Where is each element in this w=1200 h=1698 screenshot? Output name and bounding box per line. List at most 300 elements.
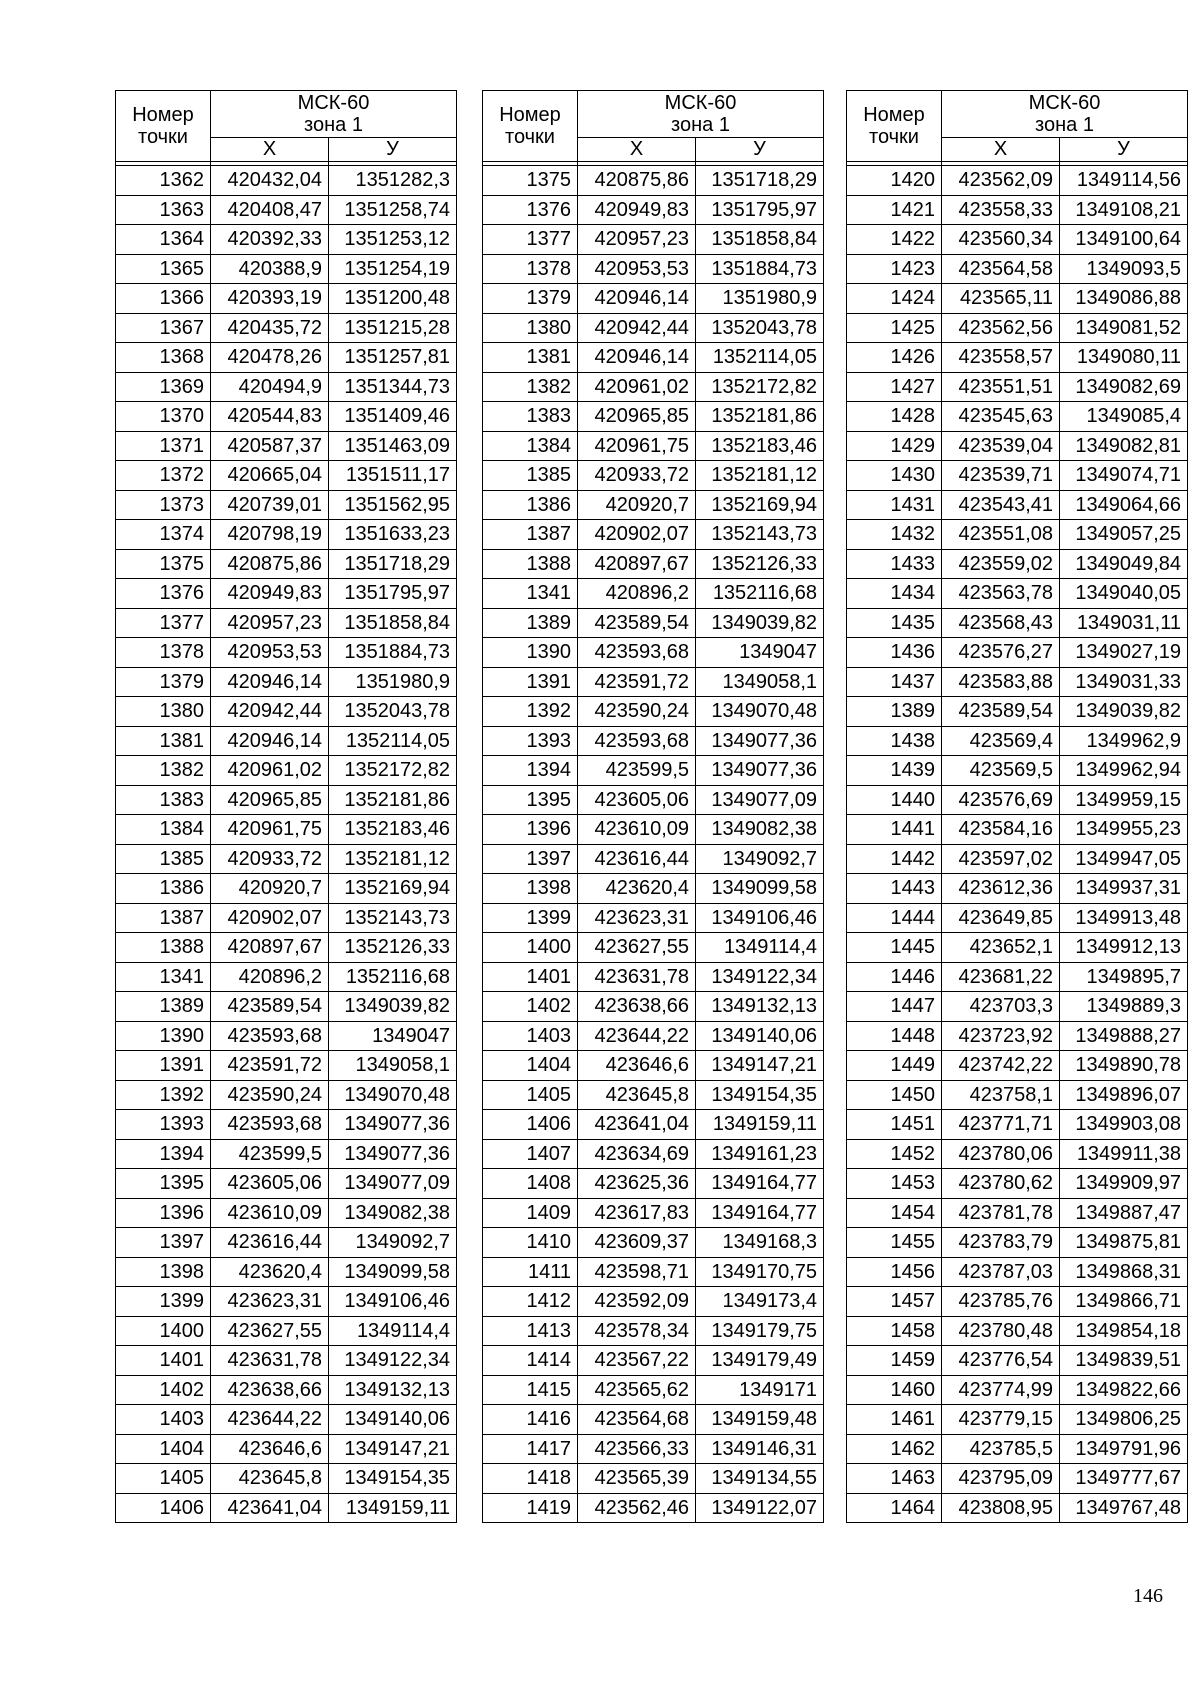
point-number-cell: 1398: [116, 1257, 211, 1287]
point-number-cell: 1388: [483, 549, 578, 579]
point-number-cell: 1453: [847, 1169, 942, 1199]
table-row: [116, 1434, 457, 1464]
point-number-cell: 1442: [847, 844, 942, 874]
y-cell: 1351253,12: [329, 225, 457, 255]
table-row: [483, 697, 824, 727]
x-cell: 423631,78: [211, 1346, 329, 1376]
x-cell: 423583,88: [942, 667, 1060, 697]
y-cell: 1349875,81: [1060, 1228, 1188, 1258]
point-number-cell: 1462: [847, 1434, 942, 1464]
table-row: [116, 1080, 457, 1110]
table-row: [116, 697, 457, 727]
y-cell: 1349027,19: [1060, 638, 1188, 668]
point-number-cell: 1386: [116, 874, 211, 904]
table-row: [483, 1169, 824, 1199]
table-row: [847, 254, 1188, 284]
table-row: [483, 1257, 824, 1287]
point-number-cell: 1413: [483, 1316, 578, 1346]
point-number-cell: 1341: [483, 579, 578, 609]
y-cell: 1349159,11: [329, 1493, 457, 1523]
x-cell: 420388,9: [211, 254, 329, 284]
y-cell: 1349031,11: [1060, 608, 1188, 638]
y-cell: 1349122,34: [696, 962, 824, 992]
table-row: [847, 1139, 1188, 1169]
point-number-cell: 1385: [483, 461, 578, 491]
header-zone: зона 1: [304, 114, 363, 136]
table-row: [483, 1316, 824, 1346]
table-row: [483, 1493, 824, 1523]
x-cell: 420896,2: [578, 579, 696, 609]
table-row: [116, 1375, 457, 1405]
x-cell: 423610,09: [211, 1198, 329, 1228]
table-row: [483, 844, 824, 874]
y-cell: 1349047: [696, 638, 824, 668]
x-cell: 420875,86: [211, 549, 329, 579]
point-number-cell: 1420: [847, 166, 942, 196]
y-cell: 1351884,73: [329, 638, 457, 668]
x-cell: 423681,22: [942, 962, 1060, 992]
point-number-cell: 1377: [483, 225, 578, 255]
x-cell: 423617,83: [578, 1198, 696, 1228]
point-number-cell: 1382: [116, 756, 211, 786]
table-row: [483, 402, 824, 432]
x-cell: 423593,68: [578, 726, 696, 756]
table-row: [116, 903, 457, 933]
table-row: [483, 549, 824, 579]
point-number-cell: 1380: [116, 697, 211, 727]
y-cell: 1349168,3: [696, 1228, 824, 1258]
y-cell: 1352043,78: [696, 313, 824, 343]
x-cell: 423627,55: [578, 933, 696, 963]
y-cell: 1349047: [329, 1021, 457, 1051]
table-row: [116, 1228, 457, 1258]
y-cell: 1349903,08: [1060, 1110, 1188, 1140]
point-number-cell: 1383: [483, 402, 578, 432]
y-cell: 1349132,13: [696, 992, 824, 1022]
x-cell: 423563,78: [942, 579, 1060, 609]
y-cell: 1349085,4: [1060, 402, 1188, 432]
y-cell: 1349854,18: [1060, 1316, 1188, 1346]
point-number-cell: 1379: [483, 284, 578, 314]
point-number-cell: 1396: [483, 815, 578, 845]
y-cell: 1351282,3: [329, 166, 457, 196]
x-cell: 423646,6: [578, 1051, 696, 1081]
y-cell: 1349147,21: [696, 1051, 824, 1081]
x-cell: 423578,34: [578, 1316, 696, 1346]
x-cell: 420798,19: [211, 520, 329, 550]
x-cell: 420946,14: [211, 667, 329, 697]
point-number-cell: 1407: [483, 1139, 578, 1169]
point-number-cell: 1402: [483, 992, 578, 1022]
table-row: [847, 638, 1188, 668]
x-cell: 423771,71: [942, 1110, 1060, 1140]
table-row: [847, 1464, 1188, 1494]
point-number-cell: 1389: [116, 992, 211, 1022]
point-number-cell: 1404: [116, 1434, 211, 1464]
y-cell: 1349070,48: [329, 1080, 457, 1110]
point-number-cell: 1391: [483, 667, 578, 697]
table-row: [116, 372, 457, 402]
table-row: [116, 1169, 457, 1199]
point-number-cell: 1416: [483, 1405, 578, 1435]
x-cell: 423597,02: [942, 844, 1060, 874]
point-number-cell: 1460: [847, 1375, 942, 1405]
point-number-cell: 1447: [847, 992, 942, 1022]
x-cell: 420946,14: [578, 343, 696, 373]
y-cell: 1352043,78: [329, 697, 457, 727]
y-cell: 1349146,31: [696, 1434, 824, 1464]
header-x: Х: [942, 138, 1060, 162]
header-coordinate-system: [942, 91, 1188, 138]
point-number-cell: 1389: [483, 608, 578, 638]
table-row: [483, 254, 824, 284]
point-number-cell: 1384: [483, 431, 578, 461]
y-cell: 1349911,38: [1060, 1139, 1188, 1169]
x-cell: 420392,33: [211, 225, 329, 255]
table-row: [483, 933, 824, 963]
x-cell: 423589,54: [578, 608, 696, 638]
point-number-cell: 1422: [847, 225, 942, 255]
y-cell: 1349039,82: [696, 608, 824, 638]
point-number-cell: 1385: [116, 844, 211, 874]
y-cell: 1349106,46: [329, 1287, 457, 1317]
point-number-cell: 1440: [847, 785, 942, 815]
x-cell: 420544,83: [211, 402, 329, 432]
x-cell: 423779,15: [942, 1405, 1060, 1435]
y-cell: 1351980,9: [329, 667, 457, 697]
y-cell: 1349962,94: [1060, 756, 1188, 786]
y-cell: 1352116,68: [329, 962, 457, 992]
x-cell: 423638,66: [211, 1375, 329, 1405]
table-row: [483, 726, 824, 756]
table-row: [483, 1051, 824, 1081]
table-row: [116, 1051, 457, 1081]
y-cell: 1352172,82: [329, 756, 457, 786]
point-number-cell: 1376: [116, 579, 211, 609]
x-cell: 423593,68: [578, 638, 696, 668]
x-cell: 420435,72: [211, 313, 329, 343]
point-number-cell: 1436: [847, 638, 942, 668]
point-number-cell: 1372: [116, 461, 211, 491]
x-cell: 420949,83: [578, 195, 696, 225]
y-cell: 1349082,69: [1060, 372, 1188, 402]
x-cell: 420902,07: [578, 520, 696, 550]
point-number-cell: 1378: [483, 254, 578, 284]
x-cell: 423808,95: [942, 1493, 1060, 1523]
y-cell: 1349767,48: [1060, 1493, 1188, 1523]
y-cell: 1349164,77: [696, 1169, 824, 1199]
table-row: [847, 1110, 1188, 1140]
table-row: [116, 490, 457, 520]
y-cell: 1351718,29: [696, 166, 824, 196]
x-cell: 423562,46: [578, 1493, 696, 1523]
x-cell: 420897,67: [211, 933, 329, 963]
x-cell: 423605,06: [578, 785, 696, 815]
table-row: [483, 815, 824, 845]
y-cell: 1352183,46: [329, 815, 457, 845]
x-cell: 423590,24: [211, 1080, 329, 1110]
table-row: [116, 1346, 457, 1376]
point-number-cell: 1394: [116, 1139, 211, 1169]
point-number-cell: 1450: [847, 1080, 942, 1110]
point-number-cell: 1389: [847, 697, 942, 727]
y-cell: 1352126,33: [696, 549, 824, 579]
header-x: Х: [211, 138, 329, 162]
y-cell: 1351257,81: [329, 343, 457, 373]
table-row: [847, 1051, 1188, 1081]
point-number-cell: 1424: [847, 284, 942, 314]
table-row: [483, 1287, 824, 1317]
table-row: [116, 579, 457, 609]
x-cell: 423758,1: [942, 1080, 1060, 1110]
x-cell: 423539,71: [942, 461, 1060, 491]
y-cell: 1351858,84: [329, 608, 457, 638]
table-row: [483, 667, 824, 697]
point-number-cell: 1363: [116, 195, 211, 225]
point-number-cell: 1430: [847, 461, 942, 491]
x-cell: 423551,51: [942, 372, 1060, 402]
x-cell: 420957,23: [578, 225, 696, 255]
point-number-cell: 1396: [116, 1198, 211, 1228]
table-row: [116, 1257, 457, 1287]
table-row: [847, 785, 1188, 815]
x-cell: 423590,24: [578, 697, 696, 727]
point-number-cell: 1380: [483, 313, 578, 343]
table-row: [116, 461, 457, 491]
table-row: [116, 520, 457, 550]
table-row: [483, 343, 824, 373]
point-number-cell: 1402: [116, 1375, 211, 1405]
y-cell: 1349959,15: [1060, 785, 1188, 815]
y-cell: 1349099,58: [329, 1257, 457, 1287]
y-cell: 1349173,4: [696, 1287, 824, 1317]
y-cell: 1349077,36: [696, 726, 824, 756]
x-cell: 420946,14: [211, 726, 329, 756]
table-row: [483, 313, 824, 343]
table-row: [847, 667, 1188, 697]
x-cell: 420957,23: [211, 608, 329, 638]
table-row: [483, 461, 824, 491]
y-cell: 1349806,25: [1060, 1405, 1188, 1435]
y-cell: 1349092,7: [329, 1228, 457, 1258]
x-cell: 420587,37: [211, 431, 329, 461]
x-cell: 423565,11: [942, 284, 1060, 314]
table-row: [116, 431, 457, 461]
point-number-cell: 1374: [116, 520, 211, 550]
x-cell: 423723,92: [942, 1021, 1060, 1051]
point-number-cell: 1411: [483, 1257, 578, 1287]
table-row: [847, 1287, 1188, 1317]
header-system-name: МСК-60: [297, 92, 370, 114]
y-cell: 1349077,09: [696, 785, 824, 815]
table-row: [847, 726, 1188, 756]
table-row: [116, 638, 457, 668]
x-cell: 423567,22: [578, 1346, 696, 1376]
x-cell: 423623,31: [578, 903, 696, 933]
table-row: [483, 962, 824, 992]
header-y: У: [329, 138, 457, 162]
point-number-cell: 1443: [847, 874, 942, 904]
table-row: [116, 402, 457, 432]
x-cell: 420942,44: [211, 697, 329, 727]
x-cell: 423551,08: [942, 520, 1060, 550]
point-number-cell: 1419: [483, 1493, 578, 1523]
x-cell: 420432,04: [211, 166, 329, 196]
point-number-cell: 1435: [847, 608, 942, 638]
y-cell: 1349937,31: [1060, 874, 1188, 904]
x-cell: 420942,44: [578, 313, 696, 343]
y-cell: 1352181,12: [329, 844, 457, 874]
y-cell: 1349868,31: [1060, 1257, 1188, 1287]
y-cell: 1349049,84: [1060, 549, 1188, 579]
x-cell: 423785,5: [942, 1434, 1060, 1464]
table-row: [116, 313, 457, 343]
table-row: [483, 1080, 824, 1110]
point-number-cell: 1379: [116, 667, 211, 697]
y-cell: 1351795,97: [696, 195, 824, 225]
x-cell: 423610,09: [578, 815, 696, 845]
y-cell: 1349134,55: [696, 1464, 824, 1494]
table-row: [483, 166, 824, 196]
table-row: [116, 1287, 457, 1317]
x-cell: 420896,2: [211, 962, 329, 992]
y-cell: 1349171: [696, 1375, 824, 1405]
table-row: [116, 195, 457, 225]
x-cell: 423776,54: [942, 1346, 1060, 1376]
table-row: [483, 1405, 824, 1435]
x-cell: 423568,43: [942, 608, 1060, 638]
y-cell: 1349082,38: [696, 815, 824, 845]
header-x: Х: [578, 138, 696, 162]
y-cell: 1349962,9: [1060, 726, 1188, 756]
x-cell: 423564,68: [578, 1405, 696, 1435]
y-cell: 1352169,94: [329, 874, 457, 904]
table-row: [483, 1021, 824, 1051]
table-row: [847, 313, 1188, 343]
x-cell: 420494,9: [211, 372, 329, 402]
y-cell: 1349040,05: [1060, 579, 1188, 609]
point-number-cell: 1418: [483, 1464, 578, 1494]
point-number-cell: 1441: [847, 815, 942, 845]
header-system-name: МСК-60: [1028, 92, 1101, 114]
y-cell: 1349092,7: [696, 844, 824, 874]
y-cell: 1352143,73: [329, 903, 457, 933]
point-number-cell: 1367: [116, 313, 211, 343]
table-row: [116, 549, 457, 579]
table-row: [847, 962, 1188, 992]
y-cell: 1351254,19: [329, 254, 457, 284]
table-row: [847, 1434, 1188, 1464]
x-cell: 420965,85: [578, 402, 696, 432]
x-cell: 420665,04: [211, 461, 329, 491]
point-number-cell: 1421: [847, 195, 942, 225]
point-number-cell: 1406: [483, 1110, 578, 1140]
table-row: [847, 1346, 1188, 1376]
x-cell: 420408,47: [211, 195, 329, 225]
y-cell: 1349070,48: [696, 697, 824, 727]
x-cell: 423558,57: [942, 343, 1060, 373]
y-cell: 1349093,5: [1060, 254, 1188, 284]
table-row: [847, 461, 1188, 491]
x-cell: 420897,67: [578, 549, 696, 579]
point-number-cell: 1405: [483, 1080, 578, 1110]
x-cell: 423641,04: [578, 1110, 696, 1140]
point-number-cell: 1387: [116, 903, 211, 933]
point-number-cell: 1381: [116, 726, 211, 756]
point-number-cell: 1384: [116, 815, 211, 845]
y-cell: 1352181,86: [696, 402, 824, 432]
x-cell: 423565,39: [578, 1464, 696, 1494]
x-cell: 423562,56: [942, 313, 1060, 343]
x-cell: 423584,16: [942, 815, 1060, 845]
point-number-cell: 1446: [847, 962, 942, 992]
header-coordinate-system: [578, 91, 824, 138]
x-cell: 423605,06: [211, 1169, 329, 1199]
x-cell: 420961,75: [578, 431, 696, 461]
y-cell: 1349122,07: [696, 1493, 824, 1523]
y-cell: 1349077,36: [329, 1139, 457, 1169]
y-cell: 1349912,13: [1060, 933, 1188, 963]
point-number-cell: 1455: [847, 1228, 942, 1258]
table-row: [483, 638, 824, 668]
table-row: [483, 903, 824, 933]
table-row: [847, 1493, 1188, 1523]
y-cell: 1349888,27: [1060, 1021, 1188, 1051]
table-row: [483, 874, 824, 904]
x-cell: 423641,04: [211, 1493, 329, 1523]
point-number-cell: 1405: [116, 1464, 211, 1494]
header-coordinate-system: [211, 91, 457, 138]
point-number-cell: 1400: [483, 933, 578, 963]
point-number-cell: 1425: [847, 313, 942, 343]
x-cell: 423616,44: [578, 844, 696, 874]
table-row: [847, 1375, 1188, 1405]
y-cell: 1352172,82: [696, 372, 824, 402]
table-row: [116, 785, 457, 815]
header-zone: зона 1: [671, 114, 730, 136]
x-cell: 423645,8: [578, 1080, 696, 1110]
x-cell: 420920,7: [211, 874, 329, 904]
point-number-cell: 1438: [847, 726, 942, 756]
point-number-cell: 1457: [847, 1287, 942, 1317]
coordinates-table-2: [482, 90, 824, 1523]
y-cell: 1349058,1: [696, 667, 824, 697]
x-cell: 423616,44: [211, 1228, 329, 1258]
table-row: [847, 815, 1188, 845]
y-cell: 1349114,4: [696, 933, 824, 963]
y-cell: 1349895,7: [1060, 962, 1188, 992]
table-row: [116, 1493, 457, 1523]
table-row: [847, 1316, 1188, 1346]
x-cell: 423566,33: [578, 1434, 696, 1464]
table-row: [116, 1464, 457, 1494]
x-cell: 423631,78: [578, 962, 696, 992]
table-row: [116, 284, 457, 314]
table-row: [483, 490, 824, 520]
x-cell: 423627,55: [211, 1316, 329, 1346]
x-cell: 423742,22: [942, 1051, 1060, 1081]
y-cell: 1349955,23: [1060, 815, 1188, 845]
table-row: [116, 1021, 457, 1051]
point-number-cell: 1387: [483, 520, 578, 550]
y-cell: 1352143,73: [696, 520, 824, 550]
y-cell: 1351633,23: [329, 520, 457, 550]
header-system-name: МСК-60: [664, 92, 737, 114]
point-number-cell: 1431: [847, 490, 942, 520]
x-cell: 423591,72: [578, 667, 696, 697]
y-cell: 1349889,3: [1060, 992, 1188, 1022]
y-cell: 1349099,58: [696, 874, 824, 904]
